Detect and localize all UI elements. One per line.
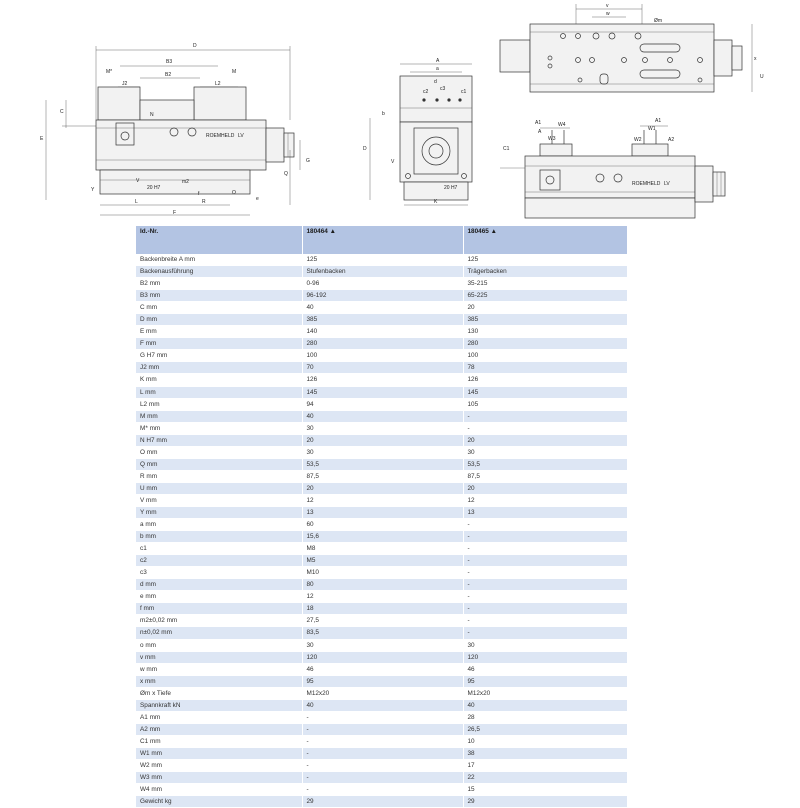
model-label-1: LV bbox=[238, 133, 244, 139]
dim-L2: L2 bbox=[215, 81, 221, 87]
row-value: 12 bbox=[463, 494, 627, 506]
table-row bbox=[136, 374, 627, 386]
table-row bbox=[136, 338, 627, 350]
row-label: G H7 mm bbox=[136, 350, 302, 362]
table-row bbox=[136, 784, 627, 796]
row-label: M mm bbox=[136, 410, 302, 422]
row-value: 20 bbox=[463, 482, 627, 494]
row-value: 120 bbox=[302, 651, 463, 663]
table-row bbox=[136, 687, 627, 699]
row-value: 30 bbox=[463, 446, 627, 458]
row-value: 78 bbox=[463, 362, 627, 374]
table-row bbox=[136, 326, 627, 338]
dim-A2: A2 bbox=[668, 137, 675, 143]
row-label: W4 mm bbox=[136, 784, 302, 796]
table-row bbox=[136, 410, 627, 422]
row-label: Øm x Tiefe bbox=[136, 687, 302, 699]
dim-M: M bbox=[232, 69, 237, 75]
dim-F: F bbox=[173, 210, 177, 216]
side-view-drawing bbox=[40, 43, 310, 216]
row-value: 13 bbox=[463, 506, 627, 518]
table-row bbox=[136, 266, 627, 278]
table-row bbox=[136, 759, 627, 771]
row-value: - bbox=[463, 543, 627, 555]
row-value: 40 bbox=[463, 699, 627, 711]
row-value: 20 bbox=[302, 434, 463, 446]
row-value: 100 bbox=[463, 350, 627, 362]
row-value: 30 bbox=[302, 639, 463, 651]
row-value: 126 bbox=[302, 374, 463, 386]
row-value: - bbox=[463, 531, 627, 543]
dim-Q: Q bbox=[284, 171, 288, 177]
row-value: Stufenbacken bbox=[302, 266, 463, 278]
row-value: 95 bbox=[302, 675, 463, 687]
dim-20H7-front: 20 H7 bbox=[444, 185, 458, 191]
table-row bbox=[136, 314, 627, 326]
row-label: Gewicht kg bbox=[136, 796, 302, 808]
table-row bbox=[136, 796, 627, 808]
dim-V-side: V bbox=[136, 178, 140, 184]
top-view-drawing bbox=[500, 3, 764, 92]
row-value: 125 bbox=[463, 254, 627, 266]
row-value: 40 bbox=[302, 410, 463, 422]
row-value: 22 bbox=[463, 772, 627, 784]
row-value: 30 bbox=[463, 639, 627, 651]
row-value: - bbox=[302, 784, 463, 796]
table-row bbox=[136, 735, 627, 747]
header-180464: 180464 ▲ bbox=[302, 226, 463, 254]
row-value: - bbox=[302, 747, 463, 759]
table-row bbox=[136, 772, 627, 784]
table-row bbox=[136, 603, 627, 615]
row-label: n±0,02 mm bbox=[136, 627, 302, 639]
dim-Y: Y bbox=[91, 187, 95, 193]
drawing-canvas bbox=[0, 0, 800, 222]
row-label: e mm bbox=[136, 591, 302, 603]
row-value: - bbox=[463, 615, 627, 627]
row-value: - bbox=[463, 519, 627, 531]
table-row bbox=[136, 446, 627, 458]
row-value: 125 bbox=[302, 254, 463, 266]
row-label: v mm bbox=[136, 651, 302, 663]
row-value: 12 bbox=[302, 494, 463, 506]
row-value: 35-215 bbox=[463, 278, 627, 290]
dim-W3: W3 bbox=[548, 136, 556, 142]
row-label: L2 mm bbox=[136, 398, 302, 410]
dim-b: b bbox=[382, 111, 385, 117]
row-value: 15 bbox=[463, 784, 627, 796]
dim-a: a bbox=[436, 66, 439, 72]
row-label: B2 mm bbox=[136, 278, 302, 290]
row-value: 20 bbox=[463, 302, 627, 314]
row-value: - bbox=[302, 723, 463, 735]
row-value: 30 bbox=[302, 422, 463, 434]
row-value: 95 bbox=[463, 675, 627, 687]
row-label: L mm bbox=[136, 386, 302, 398]
dim-A1-left: A1 bbox=[535, 120, 542, 126]
row-label: Q mm bbox=[136, 458, 302, 470]
dim-20H7-side: 20 H7 bbox=[147, 185, 161, 191]
row-label: a mm bbox=[136, 519, 302, 531]
row-value: 280 bbox=[463, 338, 627, 350]
dim-f: f bbox=[198, 191, 200, 197]
dim-A: A bbox=[538, 129, 542, 135]
table-row bbox=[136, 675, 627, 687]
row-value: 29 bbox=[463, 796, 627, 808]
table-row bbox=[136, 290, 627, 302]
row-value: - bbox=[463, 567, 627, 579]
row-value: 38 bbox=[463, 747, 627, 759]
variant-side-drawing bbox=[500, 118, 725, 218]
row-label: M* mm bbox=[136, 422, 302, 434]
dim-E: E bbox=[40, 136, 44, 142]
row-label: m2±0,02 mm bbox=[136, 615, 302, 627]
row-value: 0-96 bbox=[302, 278, 463, 290]
row-value: - bbox=[302, 711, 463, 723]
row-value: Trägerbacken bbox=[463, 266, 627, 278]
row-label: B3 mm bbox=[136, 290, 302, 302]
dim-c2: c2 bbox=[423, 89, 429, 95]
row-value: - bbox=[463, 555, 627, 567]
row-value: 40 bbox=[302, 302, 463, 314]
row-value: 65-225 bbox=[463, 290, 627, 302]
table-row bbox=[136, 362, 627, 374]
row-label: f mm bbox=[136, 603, 302, 615]
table-row bbox=[136, 555, 627, 567]
row-value: 100 bbox=[302, 350, 463, 362]
row-value: - bbox=[463, 579, 627, 591]
row-value: 126 bbox=[463, 374, 627, 386]
row-value: - bbox=[302, 735, 463, 747]
row-value: 26,5 bbox=[463, 723, 627, 735]
row-value: - bbox=[463, 591, 627, 603]
header-180465: 180465 ▲ bbox=[463, 226, 627, 254]
row-value: 40 bbox=[302, 699, 463, 711]
dim-V-front: V bbox=[391, 159, 395, 165]
dim-C: C bbox=[60, 109, 64, 115]
row-value: M5 bbox=[302, 555, 463, 567]
row-label: U mm bbox=[136, 482, 302, 494]
row-value: 10 bbox=[463, 735, 627, 747]
row-value: 17 bbox=[463, 759, 627, 771]
row-value: 385 bbox=[463, 314, 627, 326]
row-label: O mm bbox=[136, 446, 302, 458]
dim-G: G bbox=[306, 158, 310, 164]
table-row bbox=[136, 543, 627, 555]
table-row bbox=[136, 506, 627, 518]
table-row bbox=[136, 627, 627, 639]
row-value: - bbox=[463, 410, 627, 422]
row-value: 46 bbox=[302, 663, 463, 675]
row-value: 385 bbox=[302, 314, 463, 326]
row-label: d mm bbox=[136, 579, 302, 591]
dim-d: d bbox=[434, 79, 437, 85]
table-row bbox=[136, 398, 627, 410]
table-row bbox=[136, 651, 627, 663]
dim-v: v bbox=[606, 3, 609, 9]
row-label: E mm bbox=[136, 326, 302, 338]
row-value: 18 bbox=[302, 603, 463, 615]
spec-table bbox=[136, 226, 628, 808]
dim-L: L bbox=[135, 199, 138, 205]
row-label: F mm bbox=[136, 338, 302, 350]
row-label: x mm bbox=[136, 675, 302, 687]
row-value: 140 bbox=[302, 326, 463, 338]
table-row bbox=[136, 254, 627, 266]
row-label: A2 mm bbox=[136, 723, 302, 735]
row-value: M12x20 bbox=[302, 687, 463, 699]
dim-A1-right: A1 bbox=[655, 118, 662, 124]
dim-W4: W4 bbox=[558, 122, 566, 128]
dim-N: N bbox=[150, 112, 154, 118]
row-label: C mm bbox=[136, 302, 302, 314]
row-label: b mm bbox=[136, 531, 302, 543]
front-view-drawing bbox=[363, 58, 472, 205]
row-value: 13 bbox=[302, 506, 463, 518]
row-value: 12 bbox=[302, 591, 463, 603]
table-row bbox=[136, 699, 627, 711]
row-label: Spannkraft kN bbox=[136, 699, 302, 711]
row-value: 30 bbox=[302, 446, 463, 458]
dim-m2: m2 bbox=[182, 179, 189, 185]
row-value: - bbox=[463, 627, 627, 639]
table-row bbox=[136, 470, 627, 482]
header-id: Id.-Nr. bbox=[136, 226, 302, 254]
table-row bbox=[136, 302, 627, 314]
row-label: Y mm bbox=[136, 506, 302, 518]
row-value: M10 bbox=[302, 567, 463, 579]
table-row bbox=[136, 711, 627, 723]
dim-U: U bbox=[760, 74, 764, 80]
row-value: 60 bbox=[302, 519, 463, 531]
row-value: 53,5 bbox=[302, 458, 463, 470]
table-row bbox=[136, 639, 627, 651]
row-value: 70 bbox=[302, 362, 463, 374]
row-value: 87,5 bbox=[302, 470, 463, 482]
technical-drawings bbox=[0, 0, 800, 222]
table-row bbox=[136, 723, 627, 735]
row-label: N H7 mm bbox=[136, 434, 302, 446]
table-body bbox=[136, 254, 627, 808]
row-value: 96-192 bbox=[302, 290, 463, 302]
row-label: C1 mm bbox=[136, 735, 302, 747]
row-label: W2 mm bbox=[136, 759, 302, 771]
row-value: 29 bbox=[302, 796, 463, 808]
row-value: 20 bbox=[463, 434, 627, 446]
row-value: 105 bbox=[463, 398, 627, 410]
table-row bbox=[136, 579, 627, 591]
table-row bbox=[136, 458, 627, 470]
row-value: 94 bbox=[302, 398, 463, 410]
table-row bbox=[136, 567, 627, 579]
row-value: 15,6 bbox=[302, 531, 463, 543]
row-value: 27,5 bbox=[302, 615, 463, 627]
dim-A: A bbox=[436, 58, 440, 64]
dim-C1: C1 bbox=[503, 146, 510, 152]
dim-m: Øm bbox=[654, 18, 663, 24]
row-value: 46 bbox=[463, 663, 627, 675]
dim-R: R bbox=[202, 199, 206, 205]
table-row bbox=[136, 531, 627, 543]
brand-label-1: ROEMHELD bbox=[206, 133, 235, 139]
table-row bbox=[136, 663, 627, 675]
dim-D-front: D bbox=[363, 146, 367, 152]
table-header-row bbox=[136, 226, 627, 254]
row-label: Backenausführung bbox=[136, 266, 302, 278]
row-value: 145 bbox=[463, 386, 627, 398]
table-row bbox=[136, 615, 627, 627]
dim-K: K bbox=[434, 199, 438, 205]
row-label: c2 bbox=[136, 555, 302, 567]
row-value: 20 bbox=[302, 482, 463, 494]
dim-Mstar: M* bbox=[106, 69, 113, 75]
dim-c1: c1 bbox=[461, 89, 467, 95]
dim-B3: B3 bbox=[166, 59, 173, 65]
table-row bbox=[136, 519, 627, 531]
brand-label-2: ROEMHELD bbox=[632, 181, 661, 187]
row-label: D mm bbox=[136, 314, 302, 326]
table-row bbox=[136, 591, 627, 603]
table-row bbox=[136, 482, 627, 494]
row-label: c3 bbox=[136, 567, 302, 579]
dim-c3: c3 bbox=[440, 86, 446, 92]
dim-W2: W2 bbox=[634, 137, 642, 143]
row-value: 28 bbox=[463, 711, 627, 723]
row-value: 83,5 bbox=[302, 627, 463, 639]
row-label: W1 mm bbox=[136, 747, 302, 759]
dim-D: D bbox=[193, 43, 197, 49]
table-row bbox=[136, 278, 627, 290]
row-value: - bbox=[463, 422, 627, 434]
dim-J2: J2 bbox=[122, 81, 128, 87]
row-value: M12x20 bbox=[463, 687, 627, 699]
dim-W1: W1 bbox=[648, 126, 656, 132]
table-row bbox=[136, 350, 627, 362]
row-label: W3 mm bbox=[136, 772, 302, 784]
row-label: o mm bbox=[136, 639, 302, 651]
row-label: c1 bbox=[136, 543, 302, 555]
dim-O: O bbox=[232, 190, 236, 196]
row-value: 87,5 bbox=[463, 470, 627, 482]
row-value: 120 bbox=[463, 651, 627, 663]
dim-e: e bbox=[256, 196, 259, 202]
dim-B2: B2 bbox=[165, 72, 172, 78]
row-label: w mm bbox=[136, 663, 302, 675]
row-label: K mm bbox=[136, 374, 302, 386]
row-value: - bbox=[302, 772, 463, 784]
table-row bbox=[136, 434, 627, 446]
row-value: 80 bbox=[302, 579, 463, 591]
row-label: V mm bbox=[136, 494, 302, 506]
dim-w: w bbox=[606, 11, 610, 17]
row-value: - bbox=[463, 603, 627, 615]
table-row bbox=[136, 747, 627, 759]
row-value: - bbox=[302, 759, 463, 771]
row-label: J2 mm bbox=[136, 362, 302, 374]
row-value: 130 bbox=[463, 326, 627, 338]
table-row bbox=[136, 422, 627, 434]
table-row bbox=[136, 494, 627, 506]
table-row bbox=[136, 386, 627, 398]
row-label: A1 mm bbox=[136, 711, 302, 723]
model-label-2: LV bbox=[664, 181, 670, 187]
row-value: 145 bbox=[302, 386, 463, 398]
row-value: M8 bbox=[302, 543, 463, 555]
row-label: R mm bbox=[136, 470, 302, 482]
dim-x: x bbox=[754, 56, 757, 62]
row-label: Backenbreite A mm bbox=[136, 254, 302, 266]
row-value: 280 bbox=[302, 338, 463, 350]
row-value: 53,5 bbox=[463, 458, 627, 470]
